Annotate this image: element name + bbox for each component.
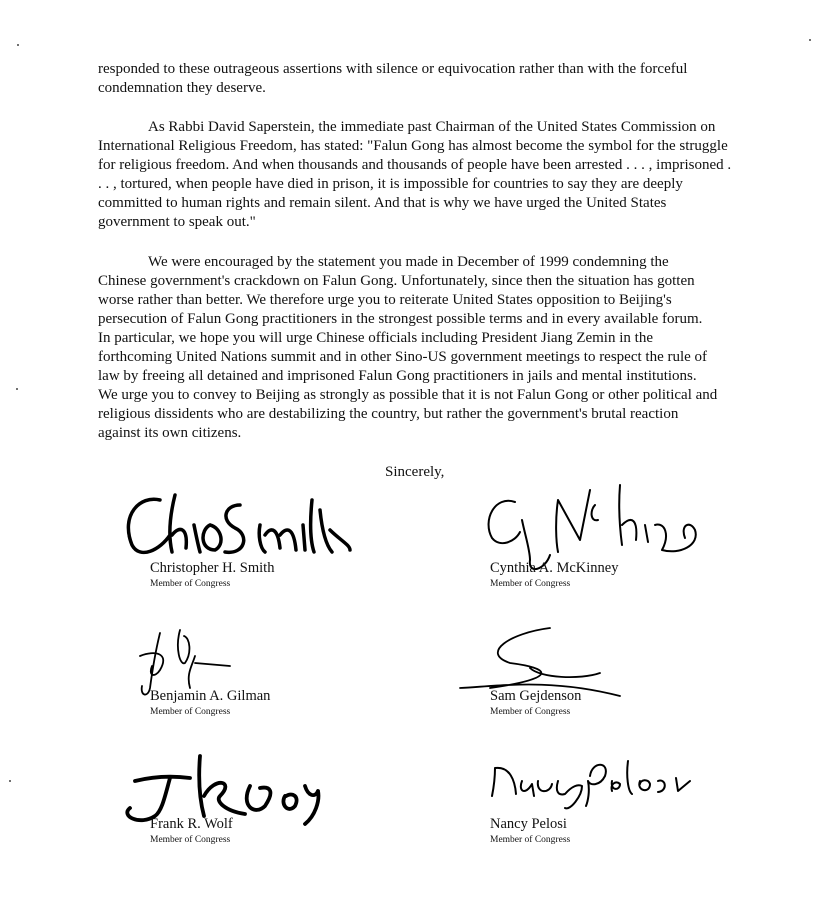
signatory-name: Sam Gejdenson [490,688,582,704]
signatory-title: Member of Congress [150,707,231,717]
signature-block-gilman [100,608,400,717]
scan-speck [9,780,11,782]
signature-block-smith [100,480,400,589]
paragraph-continuation: responded to these outrageous assertions with silence or equivocation rather than with the forceful condemnation they deserve. [98,61,688,96]
signatory-title: Member of Congress [490,579,571,589]
handwritten-signature-smith [100,480,380,565]
signature-block-mckinney [440,480,740,589]
signature-block-wolf [100,736,400,845]
signature-block-gejdenson [440,608,740,717]
signatory-title: Member of Congress [150,579,231,589]
scan-speck [17,44,19,46]
signatory-title: Member of Congress [490,707,571,717]
signatory-name: Benjamin A. Gilman [150,688,271,704]
signatory-title: Member of Congress [490,835,571,845]
signatory-title: Member of Congress [150,835,231,845]
signatory-name: Frank R. Wolf [150,816,233,832]
signature-block-pelosi [440,736,740,845]
handwritten-signature-pelosi [440,736,720,816]
paragraph-saperstein-quote: As Rabbi David Saperstein, the immediate past Chairman of the United States Commission on International Religious Freedom, has stated: "Falun Gong has almost become the symbol for the struggle for religious freedom. And when thousands and thousands of people have been arrested . . . , imprisoned . . . , tortured, when people have died in prison, it is impossible for countries to say they are deeply committed to human rights and remain silent. And that is why we have urged the United States government to speak out." [98,119,732,230]
scan-speck [16,388,18,390]
handwritten-signature-wolf [100,736,370,826]
handwritten-signature-gilman [100,608,300,693]
scan-speck [809,39,811,41]
signatory-name: Cynthia A. McKinney [490,560,619,576]
signatory-name: Christopher H. Smith [150,560,275,576]
closing-salutation: Sincerely, [385,464,445,480]
signatory-name: Nancy Pelosi [490,816,567,832]
paragraph-urge: We were encouraged by the statement you made in December of 1999 condemning the Chinese government's crackdown on Falun Gong. Unfortunately, since then the situation has gotten worse rather than better. We therefore urge you to reiterate United States opposition to Beijing's persecution of Falun Gong practitioners in the strongest possible terms and in every available forum. In particular, we hope you will urge Chinese officials including President Jiang Zemin in the forthcoming United Nations summit and in other Sino-US government meetings to respect the rule of law by freeing all detained and imprisoned Falun Gong practitioners in jails and mental institutions. We urge you to convey to Beijing as strongly as possible that it is not Falun Gong or other political and religious dissidents who are destabilizing the country, but rather the government's brutal reaction against its own citizens. [98,254,718,441]
